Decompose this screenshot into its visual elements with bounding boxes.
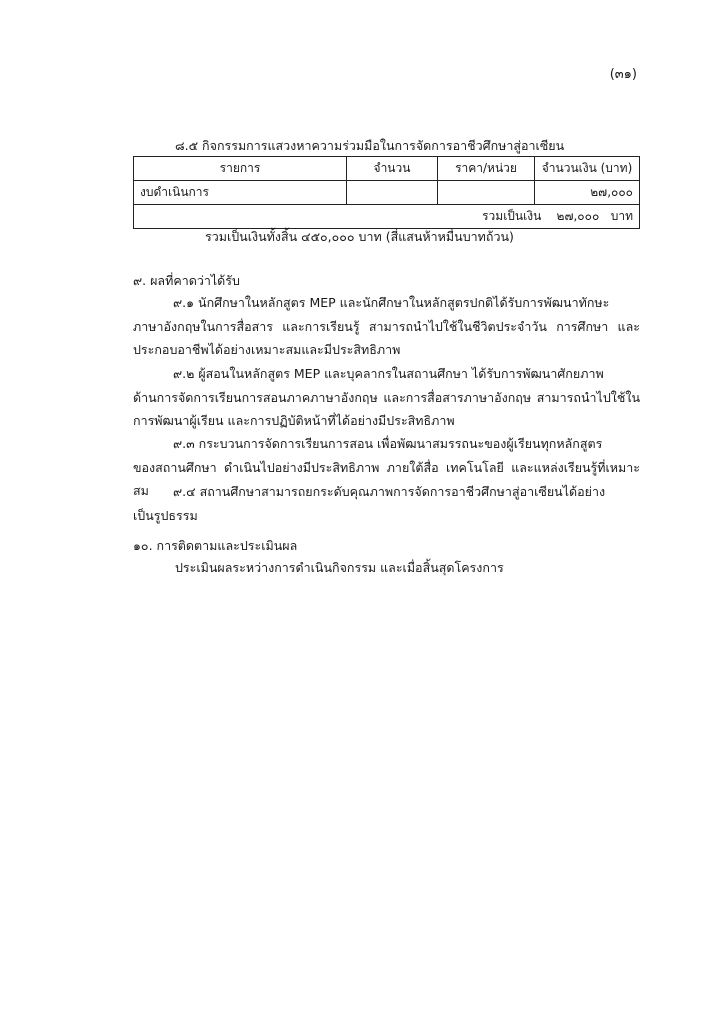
item-9-2 [133,362,640,433]
col-header-qty: จำนวน [347,157,438,181]
table-header-row [134,157,640,181]
table-row [134,181,640,205]
col-header-item: รายการ [134,157,347,181]
item-9-2-first-line: ๙.๒ ผู้สอนในหลักสูตร MEP และบุคลากรในสถานศึกษา ได้รับการพัฒนาศักยภาพ [173,366,604,381]
item-9-1-first-line: ๙.๑ นักศึกษาในหลักสูตร MEP และนักศึกษาในหลักสูตรปกติได้รับการพัฒนาทักษะ [173,295,610,310]
item-9-3-rest: ของสถานศึกษา ดำเนินไปอย่างมีประสิทธิภาพ ภายใต้สื่อ เทคโนโลยี และแหล่งเรียนรู้ที่เหมาะสม [133,459,640,498]
section-title: ๘.๕ กิจกรรมการแสวงหาความร่วมมือในการจัดการอาชีวศึกษาสู่อาเซียน [175,138,565,153]
total-amount: ๒๗,๐๐๐ [556,209,600,223]
section-9-heading: ๙. ผลที่คาดว่าได้รับ [133,273,240,288]
item-9-3-first-line: ๙.๓ กระบวนการจัดการเรียนการสอน เพื่อพัฒนาสมรรถนะของผู้เรียนทุกหลักสูตร [173,436,603,451]
col-header-amount: จำนวนเงิน (บาท) [535,157,640,181]
item-9-2-rest: ด้านการจัดการเรียนการสอนภาคภาษาอังกฤษ และการสื่อสารภาษาอังกฤษ สามารถนำไปใช้ในการพัฒนาผู้เรียน และการปฏิบัติหน้าที่ได้อย่างมีประสิทธิภาพ [133,389,640,428]
section-10-heading: ๑๐. การติดตามและประเมินผล [133,538,298,553]
col-header-unit-price: ราคา/หน่วย [438,157,535,181]
cell-qty [347,181,438,205]
cell-amount: ๒๗,๐๐๐ [535,181,640,205]
section-10-text: ประเมินผลระหว่างการดำเนินกิจกรรม และเมื่อสิ้นสุดโครงการ [175,560,504,575]
grand-total: รวมเป็นเงินทั้งสิ้น ๔๕๐,๐๐๐ บาท (สี่แสนห้าหมื่นบาทถ้วน) [205,229,514,244]
cell-unit-price [438,181,535,205]
page-number: (๓๑) [609,67,637,82]
total-cell [134,205,640,229]
budget-table [133,156,640,229]
item-9-4 [133,480,640,527]
total-unit: บาท [610,209,633,223]
cell-item: งบดำเนินการ [134,181,347,205]
item-9-4-first-line: ๙.๔ สถานศึกษาสามารถยกระดับคุณภาพการจัดการอาชีวศึกษาสู่อาเซียนได้อย่าง [173,484,606,499]
total-label: รวมเป็นเงิน [482,209,542,223]
table-total-row [134,205,640,229]
item-9-4-rest: เป็นรูปธรรม [133,507,198,523]
item-9-1-rest: ภาษาอังกฤษในการสื่อสาร และการเรียนรู้ สามารถนำไปใช้ในชีวิตประจำวัน การศึกษา และประกอบอาชีพได้อย่างเหมาะสมและมีประสิทธิภาพ [133,318,640,357]
item-9-1 [133,291,640,362]
